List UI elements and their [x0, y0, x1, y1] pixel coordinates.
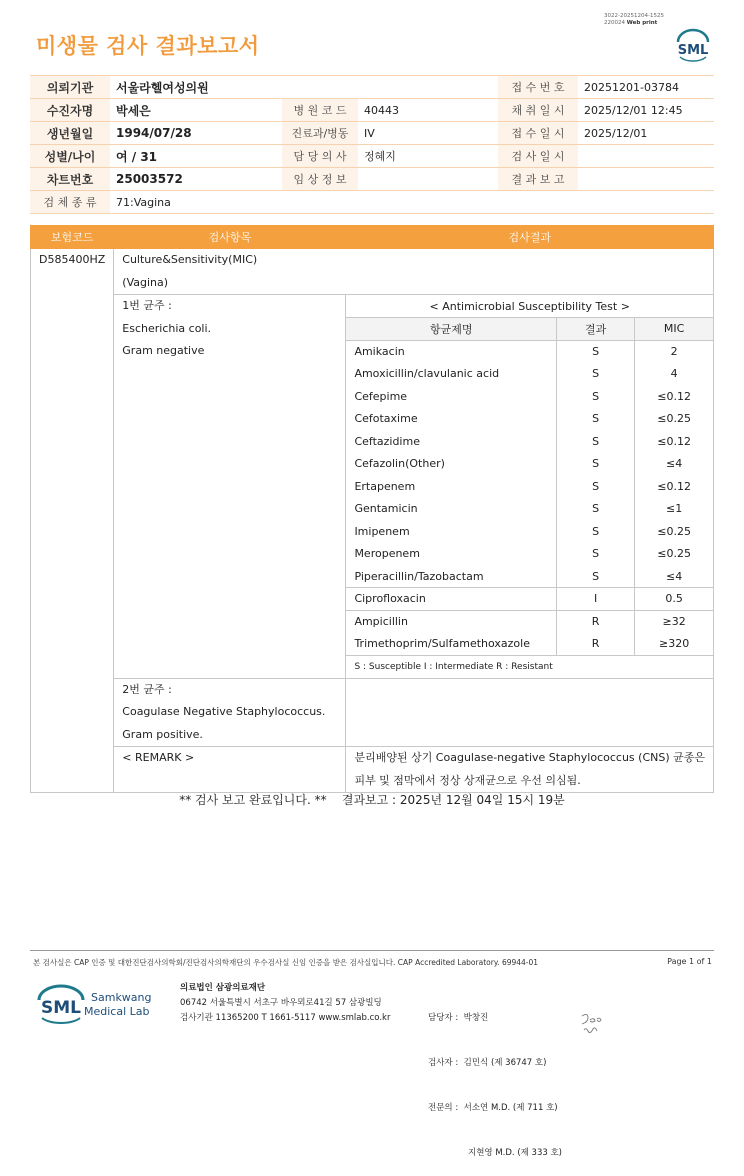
label-hospital-code: 병 원 코 드 [282, 99, 358, 122]
ast-drug: Cefazolin(Other) [354, 457, 445, 471]
svg-text:Medical Lab: Medical Lab [84, 1005, 150, 1018]
value-specimen-type: 71:Vagina [110, 191, 714, 214]
ast-col-drug: 항균제명 [346, 318, 556, 341]
org-contact: 검사기관 11365200 T 1661-5117 www.smlab.co.kr [180, 1013, 391, 1023]
organism2-name: Coagulase Negative Staphylococcus. [122, 705, 326, 718]
ast-drug: Cefotaxime [354, 412, 418, 426]
label-collection-time: 채 취 일 시 [498, 99, 578, 122]
ast-result: R [556, 610, 634, 633]
ast-mic: ≥320 [635, 633, 713, 656]
label-physician: 담 당 의 사 [282, 145, 358, 168]
ast-col-mic: MIC [635, 318, 713, 341]
value-requesting-org: 서울라헬여성의원 [110, 76, 498, 99]
value-chart-no: 25003572 [110, 168, 282, 191]
ast-row [346, 520, 713, 543]
value-clinical-info [358, 168, 498, 191]
value-patient-name: 박세은 [110, 99, 282, 122]
label-test-date: 검 사 일 시 [498, 145, 578, 168]
ast-result: S [556, 498, 634, 521]
ast-result: S [556, 340, 634, 363]
staff-tester: 검사자 : 김민식 (제 36747 호) [428, 1058, 547, 1068]
value-department: IV [358, 122, 498, 145]
ast-mic: ≤0.25 [635, 543, 713, 566]
value-report-time [578, 168, 714, 191]
ast-row [346, 408, 713, 431]
value-receipt-date: 2025/12/01 [578, 122, 714, 145]
ast-drug: Ciprofloxacin [346, 588, 556, 611]
ast-mic: ≤0.12 [635, 385, 713, 408]
signature-icon [578, 1010, 608, 1040]
label-report-time: 결 과 보 고 [498, 168, 578, 191]
ast-drug: Piperacillin/Tazobactam [354, 569, 484, 583]
ast-result: S [556, 565, 634, 588]
ast-title: < Antimicrobial Susceptibility Test > [429, 299, 630, 313]
label-sex-age: 성별/나이 [30, 145, 110, 168]
svg-text:SML: SML [677, 43, 709, 58]
ast-row [346, 610, 713, 633]
ast-col-result: 결과 [556, 318, 634, 341]
ast-drug: Ertapenem [354, 479, 416, 493]
remark-label: < REMARK > [122, 751, 195, 764]
organism1-gram: Gram negative [122, 344, 205, 357]
samkwang-logo-icon [36, 982, 186, 1026]
ast-mic: ≤0.25 [635, 408, 713, 431]
staff-manager: 담당자 : 박창진 [428, 1013, 489, 1023]
ast-row [346, 633, 713, 656]
ast-row [346, 565, 713, 588]
ast-result: S [556, 363, 634, 386]
label-department: 진료과/병동 [282, 122, 358, 145]
organism1-name: Escherichia coli. [122, 321, 212, 335]
staff-specialist2: 지현영 M.D. (제 333 호) [468, 1148, 563, 1158]
ast-mic: ≥32 [635, 610, 713, 633]
ast-table [346, 295, 713, 678]
value-physician: 정혜지 [358, 145, 498, 168]
ast-result: S [556, 543, 634, 566]
page-number: Page 1 of 1 [667, 957, 712, 966]
ast-drug: Meropenem [354, 547, 420, 561]
col-insurance-code: 보험코드 [31, 226, 114, 249]
ast-mic: ≤0.12 [635, 430, 713, 453]
ast-legend: S : Susceptible I : Intermediate R : Resistant [346, 655, 713, 678]
col-test-item: 검사항목 [114, 226, 346, 249]
value-test-date [578, 145, 714, 168]
label-clinical-info: 임 상 정 보 [282, 168, 358, 191]
svg-text:SML: SML [41, 998, 81, 1018]
label-chart-no: 차트번호 [30, 168, 110, 191]
ast-drug: Trimethoprim/Sulfamethoxazole [354, 637, 530, 650]
value-birth-date: 1994/07/28 [110, 122, 282, 145]
ast-row [346, 498, 713, 521]
ast-result: S [556, 408, 634, 431]
insurance-code: D585400HZ [39, 253, 106, 266]
ast-row [346, 588, 713, 611]
sml-logo-icon [674, 28, 712, 62]
staff-info [428, 981, 562, 1176]
specimen-label: (Vagina) [122, 275, 169, 289]
organism2-label: 2번 균주 : [122, 682, 172, 696]
ast-drug: Amoxicillin/clavulanic acid [354, 367, 500, 381]
ast-row [346, 543, 713, 566]
org-address: 06742 서울특별시 서초구 바우뫼로41길 57 삼광빌딩 [180, 998, 382, 1008]
footer-divider [30, 950, 714, 951]
ast-result: S [556, 430, 634, 453]
ast-drug: Gentamicin [354, 502, 418, 516]
label-birth-date: 생년월일 [30, 122, 110, 145]
remark-line2: 피부 및 점막에서 정상 상재균으로 우선 의심됨. [354, 773, 581, 787]
ast-mic: ≤0.12 [635, 475, 713, 498]
label-accession-no: 접 수 번 호 [498, 76, 578, 99]
ast-result: I [556, 588, 634, 611]
ast-row [346, 385, 713, 408]
value-accession-no: 20251201-03784 [578, 76, 714, 99]
ast-row [346, 475, 713, 498]
ast-result: S [556, 475, 634, 498]
label-patient-name: 수진자명 [30, 99, 110, 122]
label-specimen-type: 검 체 종 류 [30, 191, 110, 214]
organism1-label: 1번 균주 : [122, 299, 172, 312]
completion-notice: ** 검사 보고 완료입니다. ** 결과보고 : 2025년 12월 04일 15시 19분 [179, 793, 565, 807]
ast-result: S [556, 520, 634, 543]
ast-mic: 4 [635, 363, 713, 386]
web-print-label: Web print [626, 20, 658, 26]
ast-mic: ≤4 [635, 565, 713, 588]
col-test-result: 검사결과 [346, 226, 714, 249]
accreditation-note: 본 검사실은 CAP 인증 및 대한진단검사의학회/진단검사의학재단의 우수검사실 신임 인증을 받은 검사실입니다. CAP Accredited Laboratory. 69944-01 [33, 958, 539, 967]
organization-info [180, 981, 390, 1026]
ast-mic: 0.5 [635, 588, 713, 611]
label-receipt-date: 접 수 일 시 [498, 122, 578, 145]
test-name: Culture&Sensitivity(MIC) [122, 253, 258, 266]
value-hospital-code: 40443 [358, 99, 498, 122]
ast-result: S [556, 385, 634, 408]
ast-mic: ≤1 [635, 498, 713, 521]
org-name: 의료법인 삼광의료재단 [180, 983, 266, 993]
staff-specialist1: 전문의 : 서소연 M.D. (제 711 호) [428, 1103, 558, 1113]
report-title: 미생물 검사 결과보고서 [36, 34, 260, 58]
ast-drug: Imipenem [354, 524, 410, 538]
document-id [604, 13, 664, 27]
doc-id-code: 220024 [604, 20, 625, 26]
ast-mic: 2 [635, 340, 713, 363]
ast-row [346, 340, 713, 363]
value-sex-age: 여 / 31 [110, 145, 282, 168]
ast-row [346, 430, 713, 453]
doc-id-line1: 3022-20251204-1525 [604, 13, 664, 19]
ast-row [346, 363, 713, 386]
ast-drug: Cefepime [354, 389, 408, 403]
ast-drug: Ceftazidime [354, 434, 420, 448]
patient-info-table [30, 75, 714, 214]
ast-drug: Amikacin [354, 345, 405, 358]
results-table [30, 225, 714, 793]
svg-text:Samkwang: Samkwang [91, 991, 152, 1004]
ast-result: R [556, 633, 634, 656]
label-requesting-org: 의뢰기관 [30, 76, 110, 99]
remark-line1: 분리배양된 상기 Coagulase-negative Staphylococcus (CNS) 균종은 [354, 751, 705, 764]
ast-mic: ≤4 [635, 453, 713, 476]
ast-mic: ≤0.25 [635, 520, 713, 543]
organism2-gram: Gram positive. [122, 727, 203, 741]
ast-result: S [556, 453, 634, 476]
ast-drug: Ampicillin [346, 610, 556, 633]
ast-row [346, 453, 713, 476]
value-collection-time: 2025/12/01 12:45 [578, 99, 714, 122]
